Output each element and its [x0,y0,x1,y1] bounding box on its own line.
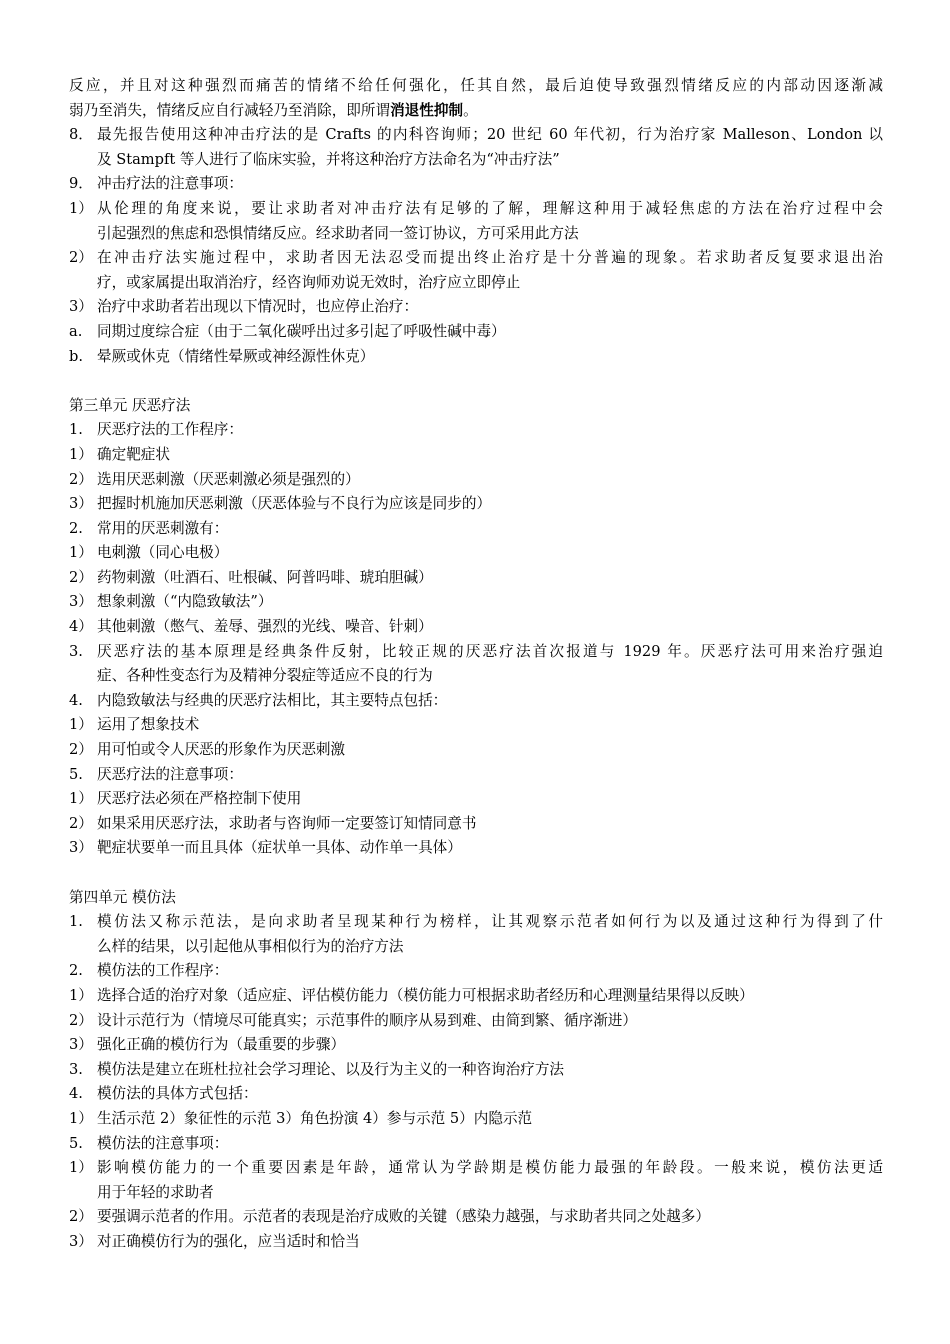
item-text-line-1: 厌恶疗法的基本原理是经典条件反射，比较正规的厌恶疗法首次报道与 1929 年。厌恶疗法可用来治疗强迫 [97,642,883,660]
item-text-line-1: 确定靶症状 [97,445,170,463]
item-text-line-1: 厌恶疗法必须在严格控制下使用 [97,790,302,808]
list-item [69,1107,883,1132]
list-item [69,738,883,763]
stop-condition-b [69,345,883,370]
item-text-line-1: 如果采用厌恶疗法，求助者与咨询师一定要签订知情同意书 [97,814,477,832]
intro-line-1: 反应，并且对这种强烈而痛苦的情绪不给任何强化，任其自然，最后迫使导致强烈情绪反应的内部动因逐渐减 [69,77,883,94]
list-item [69,1058,883,1083]
item-text-line-1: 在冲击疗法实施过程中，求助者因无法忍受而提出终止治疗是十分普遍的现象。若求助者反复要求退出治 [97,249,883,267]
item-text-line-1: 生活示范 2）象征性的示范 3）角色扮演 4）参与示范 5）内隐示范 [97,1109,533,1127]
section-spacer [69,369,883,394]
item-number: 1） [69,986,93,1004]
item-text-line-2: 么样的结果，以引起他从事相似行为的治疗方法 [97,937,404,955]
list-item [69,984,883,1009]
intro-line-2 [69,99,883,124]
item-number: 4. [69,1085,83,1103]
list-item [69,566,883,591]
list-item [69,1033,883,1058]
unit-3-list [69,418,883,861]
item-number: 3） [69,1232,93,1250]
extinction-inhibition-term: 消退性抑制 [390,101,464,119]
item-text-line-1: 设计示范行为（情境尽可能真实；示范事件的顺序从易到难、由简到繁、循序渐进） [97,1011,637,1029]
item-number: 3） [69,495,93,513]
item-text-line-1: 最先报告使用这种冲击疗法的是 Crafts 的内科咨询师；20 世纪 60 年代初，行为治疗家 Malleson、London 以 [97,126,883,144]
list-item [69,1205,883,1230]
item-number: 2） [69,1011,93,1029]
item-letter: b. [69,347,83,365]
item-text-line-1: 靶症状要单一而且具体（症状单一具体、动作单一具体） [97,839,462,857]
item-number: 1） [69,199,93,217]
item-text-line-1: 常用的厌恶刺激有： [97,519,229,537]
item-text: 治疗中求助者若出现以下情况时，也应停止治疗： [97,298,419,316]
item-text-line-1: 模仿法的工作程序： [97,962,229,980]
item-number: 2） [69,741,93,759]
item-text-line-1: 对正确模仿行为的强化，应当适时和恰当 [97,1232,360,1250]
list-item [69,1230,883,1255]
item-text-line-2: 引起强烈的焦虑和恐惧情绪反应。经求助者同一签订协议，方可采用此方法 [97,224,579,242]
list-item [69,517,883,542]
item-text-line-1: 模仿法的具体方式包括： [97,1085,258,1103]
item-number: 2. [69,519,83,537]
item-number: 3） [69,839,93,857]
item-number: 1. [69,421,83,439]
item-text-line-1: 药物刺激（吐酒石、吐根碱、阿普吗啡、琥珀胆碱） [97,568,433,586]
list-item [69,615,883,640]
stop-condition-a [69,320,883,345]
list-item [69,640,883,689]
list-item [69,910,883,959]
item-text-line-1: 想象刺激（“内隐致敏法”） [97,593,273,611]
item-number: 8． [69,126,93,144]
item-text-line-1: 内隐致敏法与经典的厌恶疗法相比，其主要特点包括： [97,691,448,709]
item-number: 5. [69,765,83,783]
item-text-line-2: 用于年轻的求助者 [97,1183,214,1201]
item-number: 1） [69,445,93,463]
item-number: 3） [69,298,93,316]
item-number: 1） [69,1159,93,1177]
flood-item-9 [69,172,883,197]
item-text-line-1: 其他刺激（憋气、羞辱、强烈的光线、噪音、针刺） [97,618,433,636]
list-item [69,418,883,443]
item-number: 2. [69,962,83,980]
item-number: 2） [69,249,93,267]
item-number: 2） [69,1208,93,1226]
list-item [69,763,883,788]
document-page [69,74,883,1255]
intro-line-2-text: 弱乃至消失，情绪反应自行减轻乃至消除，即所谓 [69,101,391,119]
item-text-line-1: 电刺激（同心电极） [97,544,229,562]
item-number: 5. [69,1134,83,1152]
item-text-line-2: 及 Stampft 等人进行了临床实验，并将这种治疗方法命名为“冲击疗法” [97,150,560,168]
list-item [69,689,883,714]
item-text: 晕厥或休克（情绪性晕厥或神经源性休克） [97,347,375,365]
list-item [69,1156,883,1205]
list-item [69,590,883,615]
list-item [69,492,883,517]
list-item [69,541,883,566]
item-number: 2） [69,470,93,488]
list-item [69,959,883,984]
item-letter: a. [69,322,83,340]
item-text: 同期过度综合症（由于二氧化碳呼出过多引起了呼吸性碱中毒） [97,322,506,340]
item-number: 2） [69,568,93,586]
item-text-line-1: 选用厌恶刺激（厌恶刺激必须是强烈的） [97,470,360,488]
list-item [69,787,883,812]
item-number: 1） [69,1109,93,1127]
item-number: 3） [69,1036,93,1054]
item-text-line-1: 厌恶疗法的工作程序： [97,421,243,439]
list-item [69,812,883,837]
item-text: 冲击疗法的注意事项： [97,175,243,193]
list-item [69,836,883,861]
list-item [69,468,883,493]
item-text-line-2: 疗，或家属提出取消治疗，经咨询师劝说无效时，治疗应立即停止 [97,273,521,291]
item-number: 3. [69,642,83,660]
item-number: 4. [69,691,83,709]
item-text-line-1: 模仿法是建立在班杜拉社会学习理论、以及行为主义的一种咨询治疗方法 [97,1060,565,1078]
item-text-line-1: 把握时机施加厌恶刺激（厌恶体验与不良行为应该是同步的） [97,495,492,513]
item-text-line-1: 模仿法的注意事项： [97,1134,229,1152]
flood-note-2 [69,246,883,295]
unit-4-list [69,910,883,1254]
item-text-line-1: 从伦理的角度来说，要让求助者对冲击疗法有足够的了解，理解这种用于减轻焦虑的方法在治疗过程中会 [97,199,883,217]
list-item [69,1009,883,1034]
item-text-line-1: 用可怕或令人厌恶的形象作为厌恶刺激 [97,741,346,759]
item-number: 9． [69,175,93,193]
item-number: 1） [69,790,93,808]
item-text-line-1: 模仿法又称示范法，是向求助者呈现某种行为榜样，让其观察示范者如何行为以及通过这种行为得到了什 [97,913,883,931]
item-text-line-1: 选择合适的治疗对象（适应症、评估模仿能力（模仿能力可根据求助者经历和心理测量结果得以反映） [97,986,754,1004]
unit-3-title: 第三单元 厌恶疗法 [69,396,191,414]
flood-item-8 [69,123,883,172]
item-text-line-1: 影响模仿能力的一个重要因素是年龄，通常认为学龄期是模仿能力最强的年龄段。一般来说，模仿法更适 [97,1159,883,1177]
item-text-line-1: 要强调示范者的作用。示范者的表现是治疗成败的关键（感染力越强，与求助者共同之处越多） [97,1208,710,1226]
item-number: 1） [69,544,93,562]
list-item [69,443,883,468]
list-item [69,1082,883,1107]
section-spacer [69,861,883,886]
intro-line-2-end: 。 [463,101,478,119]
item-text-line-1: 厌恶疗法的注意事项： [97,765,243,783]
flood-note-3 [69,295,883,320]
item-number: 2） [69,814,93,832]
item-number: 3） [69,593,93,611]
list-item [69,713,883,738]
item-number: 1. [69,913,83,931]
item-text-line-1: 运用了想象技术 [97,716,200,734]
item-text-line-2: 症、各种性变态行为及精神分裂症等适应不良的行为 [97,667,433,685]
item-number: 1） [69,716,93,734]
item-text-line-1: 强化正确的模仿行为（最重要的步骤） [97,1036,346,1054]
item-number: 4） [69,618,93,636]
unit-4-title: 第四单元 模仿法 [69,888,176,906]
flood-note-1 [69,197,883,246]
item-number: 3. [69,1060,83,1078]
list-item [69,1132,883,1157]
